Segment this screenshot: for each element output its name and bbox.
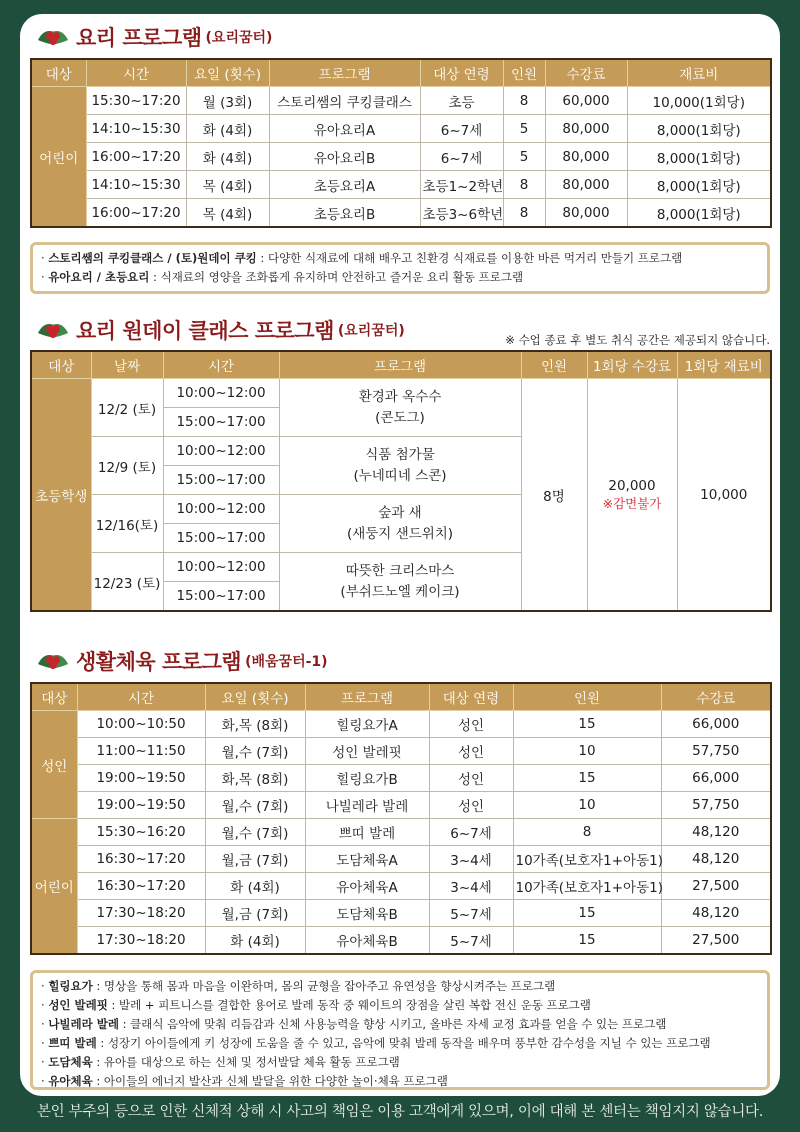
oneday-table: [30, 350, 772, 612]
note-term: 쁘띠 발레: [48, 1036, 97, 1050]
table-cell: 15: [513, 711, 661, 738]
sports-notes: [30, 970, 770, 1090]
program-line: 숲과 새: [378, 504, 422, 521]
table-cell: 8,000(1회당): [627, 143, 771, 171]
table-cell: 화 (4회): [205, 873, 305, 900]
table-cell: 80,000: [545, 115, 627, 143]
oneday-section-title: [34, 313, 405, 347]
note-term: 나빌레라 발레: [48, 1017, 119, 1031]
table-cell: 초등요리A: [269, 171, 420, 199]
column-header: 프로그램: [305, 683, 429, 711]
table-cell: 초등요리B: [269, 199, 420, 228]
table-cell: 유아요리B: [269, 143, 420, 171]
table-cell: 월,금 (7회): [205, 900, 305, 927]
table-cell: 유아요리A: [269, 115, 420, 143]
note-desc: : 유아를 대상으로 하는 신체 및 정서발달 체육 활동 프로그램: [92, 1055, 400, 1069]
column-header: 대상: [31, 59, 86, 87]
time-cell: 15:00~17:00: [163, 582, 279, 612]
table-cell: 6~7세: [429, 819, 513, 846]
table-cell: 60,000: [545, 87, 627, 115]
column-header: 인원: [503, 59, 545, 87]
table-cell: 8,000(1회당): [627, 115, 771, 143]
time-cell: 10:00~12:00: [163, 553, 279, 582]
table-cell: 도담체육B: [305, 900, 429, 927]
footer-disclaimer: 본인 부주의 등으로 인한 신체적 상해 시 사고의 책임은 이용 고객에게 있으며, 이에 대해 본 센터는 책임지지 않습니다.: [36, 1104, 764, 1120]
sports-subtitle: (배움꿈터-1): [245, 654, 328, 670]
table-cell: 66,000: [661, 765, 771, 792]
table-cell: 48,120: [661, 900, 771, 927]
table-cell: 성인: [429, 792, 513, 819]
table-cell: 초등3~6학년: [420, 199, 503, 228]
table-row: [31, 873, 771, 900]
table-cell: 힐링요가A: [305, 711, 429, 738]
group-cell: 성인: [31, 711, 77, 819]
table-cell: 10: [513, 738, 661, 765]
note-bullet: ·: [41, 1017, 49, 1031]
table-cell: 초등1~2학년: [420, 171, 503, 199]
table-cell: 57,750: [661, 738, 771, 765]
table-cell: 5~7세: [429, 927, 513, 955]
column-header: 대상: [31, 351, 91, 379]
time-cell: 15:00~17:00: [163, 466, 279, 495]
group-cell: 초등학생: [31, 379, 91, 612]
column-header: 1회당 수강료: [587, 351, 677, 379]
table-cell: 화,목 (8회): [205, 711, 305, 738]
table-cell: 성인 발레핏: [305, 738, 429, 765]
fee-note: ※감면불가: [602, 495, 662, 511]
note-desc: : 명상을 통해 몸과 마음을 이완하며, 몸의 균형을 잡아주고 유연성을 향상시켜주는 프로그램: [92, 979, 556, 993]
table-cell: 10,000(1회당): [627, 87, 771, 115]
table-cell: 힐링요가B: [305, 765, 429, 792]
table-cell: 스토리쌤의 쿠킹클래스: [269, 87, 420, 115]
note-bullet: ·: [41, 270, 49, 284]
table-cell: 화,목 (8회): [205, 765, 305, 792]
table-row: [31, 143, 771, 171]
oneday-title: 요리 원데이 클래스 프로그램: [76, 319, 334, 343]
time-cell: 10:00~12:00: [163, 379, 279, 408]
program-line: 따뜻한 크리스마스: [345, 562, 455, 579]
note-line: [41, 1072, 759, 1091]
holly-icon: [34, 20, 72, 54]
table-row: [31, 846, 771, 873]
table-cell: 월 (3회): [186, 87, 269, 115]
note-desc: : 발레 + 피트니스를 결합한 용어로 발레 동작 중 웨이트의 장점을 살린 복합 전신 운동 프로그램: [107, 998, 591, 1012]
table-cell: 3~4세: [429, 846, 513, 873]
table-cell: 월,금 (7회): [205, 846, 305, 873]
note-line: [41, 996, 759, 1015]
column-header: 시간: [86, 59, 186, 87]
table-cell: 15: [513, 927, 661, 955]
table-row: [31, 792, 771, 819]
program-line: (콘도그): [375, 409, 425, 426]
column-header: 요일 (횟수): [186, 59, 269, 87]
time-cell: 10:00~12:00: [163, 437, 279, 466]
table-cell: 80,000: [545, 171, 627, 199]
cooking-subtitle: (요리꿈터): [205, 30, 273, 46]
table-row: [31, 738, 771, 765]
table-cell: 6~7세: [420, 115, 503, 143]
table-cell: 10가족(보호자1+아동1): [513, 846, 661, 873]
holly-icon: [34, 644, 72, 678]
table-cell: 15:30~17:20: [86, 87, 186, 115]
table-cell: 27,500: [661, 873, 771, 900]
table-cell: 80,000: [545, 199, 627, 228]
table-cell: 66,000: [661, 711, 771, 738]
oneday-notice: ※ 수업 종료 후 별도 취식 공간은 제공되지 않습니다.: [505, 333, 770, 347]
column-header: 시간: [163, 351, 279, 379]
table-cell: 5~7세: [429, 900, 513, 927]
column-header: 대상 연령: [420, 59, 503, 87]
note-bullet: ·: [41, 1074, 49, 1088]
note-line: [41, 1015, 759, 1034]
table-cell: 19:00~19:50: [77, 792, 205, 819]
note-line: [41, 1034, 759, 1053]
table-row: [31, 927, 771, 955]
table-cell: 도담체육A: [305, 846, 429, 873]
note-term: 성인 발레핏: [48, 998, 108, 1012]
table-cell: 16:30~17:20: [77, 846, 205, 873]
time-cell: 10:00~12:00: [163, 495, 279, 524]
table-cell: 15: [513, 765, 661, 792]
column-header: 인원: [513, 683, 661, 711]
note-line: [41, 1053, 759, 1072]
program-line: 식품 첨가물: [365, 446, 435, 463]
program-cell: [279, 553, 521, 612]
note-bullet: ·: [41, 1055, 49, 1069]
table-cell: 성인: [429, 738, 513, 765]
fee-cell: [587, 379, 677, 612]
table-cell: 월,수 (7회): [205, 792, 305, 819]
table-cell: 15: [513, 900, 661, 927]
note-term: 유아요리 / 초등요리: [48, 270, 150, 284]
table-row: [31, 115, 771, 143]
table-cell: 16:00~17:20: [86, 143, 186, 171]
table-cell: 57,750: [661, 792, 771, 819]
table-row: [31, 765, 771, 792]
note-line: [41, 268, 759, 287]
table-cell: 48,120: [661, 819, 771, 846]
cooking-title: 요리 프로그램: [76, 26, 202, 50]
column-header: 프로그램: [269, 59, 420, 87]
time-cell: 15:00~17:00: [163, 408, 279, 437]
sports-section-title: [34, 644, 328, 678]
column-header: 시간: [77, 683, 205, 711]
table-cell: 나빌레라 발레: [305, 792, 429, 819]
cooking-notes: [30, 242, 770, 294]
table-cell: 쁘띠 발레: [305, 819, 429, 846]
note-desc: : 아이들의 에너지 발산과 신체 발달을 위한 다양한 놀이·체육 프로그램: [92, 1074, 448, 1088]
table-cell: 목 (4회): [186, 171, 269, 199]
table-cell: 성인: [429, 765, 513, 792]
note-term: 힐링요가: [48, 979, 93, 993]
column-header: 요일 (횟수): [205, 683, 305, 711]
note-desc: : 클래식 음악에 맞춰 리듬감과 신체 사용능력을 향상 시키고, 올바른 자세 교정 효과를 얻을 수 있는 프로그램: [118, 1017, 667, 1031]
note-desc: : 성장기 아이들에게 키 성장에 도움을 줄 수 있고, 음악에 맞춰 발레 동작을 배우며 풍부한 감수성을 지닐 수 있는 프로그램: [96, 1036, 711, 1050]
group-cell: 어린이: [31, 87, 86, 228]
note-bullet: ·: [41, 998, 49, 1012]
program-line: (새둥지 샌드위치): [346, 525, 454, 542]
table-cell: 8,000(1회당): [627, 171, 771, 199]
material-cell: 10,000: [677, 379, 771, 612]
program-line: 환경과 옥수수: [358, 388, 442, 405]
table-cell: 17:30~18:20: [77, 927, 205, 955]
table-cell: 11:00~11:50: [77, 738, 205, 765]
table-row: [31, 87, 771, 115]
table-cell: 유아체육B: [305, 927, 429, 955]
note-term: 유아체육: [48, 1074, 93, 1088]
holly-icon: [34, 313, 72, 347]
table-cell: 14:10~15:30: [86, 171, 186, 199]
table-cell: 10:00~10:50: [77, 711, 205, 738]
note-line: [41, 249, 759, 268]
table-cell: 초등: [420, 87, 503, 115]
note-bullet: ·: [41, 251, 49, 265]
column-header: 수강료: [661, 683, 771, 711]
table-cell: 80,000: [545, 143, 627, 171]
table-cell: 3~4세: [429, 873, 513, 900]
oneday-subtitle: (요리꿈터): [337, 323, 405, 339]
table-cell: 16:30~17:20: [77, 873, 205, 900]
group-cell: 어린이: [31, 819, 77, 955]
sports-table: [30, 682, 772, 955]
program-cell: [279, 379, 521, 437]
table-cell: 6~7세: [420, 143, 503, 171]
table-cell: 48,120: [661, 846, 771, 873]
table-cell: 19:00~19:50: [77, 765, 205, 792]
table-cell: 성인: [429, 711, 513, 738]
table-cell: 5: [503, 115, 545, 143]
table-cell: 목 (4회): [186, 199, 269, 228]
table-cell: 화 (4회): [205, 927, 305, 955]
table-cell: 유아체육A: [305, 873, 429, 900]
program-cell: [279, 437, 521, 495]
capacity-cell: 8명: [521, 379, 587, 612]
table-row: [31, 711, 771, 738]
column-header: 수강료: [545, 59, 627, 87]
table-cell: 화 (4회): [186, 143, 269, 171]
table-cell: 8: [503, 87, 545, 115]
date-cell: 12/16(토): [91, 495, 163, 553]
table-cell: 화 (4회): [186, 115, 269, 143]
column-header: 재료비: [627, 59, 771, 87]
note-desc: : 식재료의 영양을 조화롭게 유지하며 안전하고 즐거운 요리 활동 프로그램: [149, 270, 524, 284]
cooking-table: [30, 58, 772, 228]
table-row: [31, 900, 771, 927]
table-cell: 월,수 (7회): [205, 738, 305, 765]
column-header: 인원: [521, 351, 587, 379]
date-cell: 12/23 (토): [91, 553, 163, 612]
table-row: [31, 171, 771, 199]
note-bullet: ·: [41, 979, 49, 993]
note-term: 도담체육: [48, 1055, 93, 1069]
date-cell: 12/2 (토): [91, 379, 163, 437]
table-cell: 10: [513, 792, 661, 819]
table-cell: 8: [513, 819, 661, 846]
table-cell: 8: [503, 171, 545, 199]
note-desc: : 다양한 식재료에 대해 배우고 친환경 식재료를 이용한 바른 먹거리 만들기 프로그램: [256, 251, 683, 265]
table-row: [31, 819, 771, 846]
table-row: [31, 379, 771, 408]
table-cell: 17:30~18:20: [77, 900, 205, 927]
date-cell: 12/9 (토): [91, 437, 163, 495]
program-cell: [279, 495, 521, 553]
sports-title: 생활체육 프로그램: [76, 650, 242, 674]
column-header: 1회당 재료비: [677, 351, 771, 379]
table-row: [31, 199, 771, 228]
table-cell: 16:00~17:20: [86, 199, 186, 228]
column-header: 대상 연령: [429, 683, 513, 711]
cooking-section-title: [34, 20, 272, 54]
table-cell: 8: [503, 199, 545, 228]
column-header: 날짜: [91, 351, 163, 379]
table-cell: 8,000(1회당): [627, 199, 771, 228]
program-line: (누네띠네 스콘): [353, 467, 447, 484]
note-line: [41, 977, 759, 996]
program-line: (부쉬드노엘 케이크): [340, 583, 460, 600]
note-term: 스토리쌤의 쿠킹클래스 / (토)원데이 쿠킹: [48, 251, 257, 265]
fee-value: 20,000: [608, 477, 656, 494]
table-cell: 27,500: [661, 927, 771, 955]
table-cell: 월,수 (7회): [205, 819, 305, 846]
note-bullet: ·: [41, 1036, 49, 1050]
time-cell: 15:00~17:00: [163, 524, 279, 553]
column-header: 프로그램: [279, 351, 521, 379]
table-cell: 14:10~15:30: [86, 115, 186, 143]
table-cell: 15:30~16:20: [77, 819, 205, 846]
table-cell: 5: [503, 143, 545, 171]
column-header: 대상: [31, 683, 77, 711]
table-cell: 10가족(보호자1+아동1): [513, 873, 661, 900]
